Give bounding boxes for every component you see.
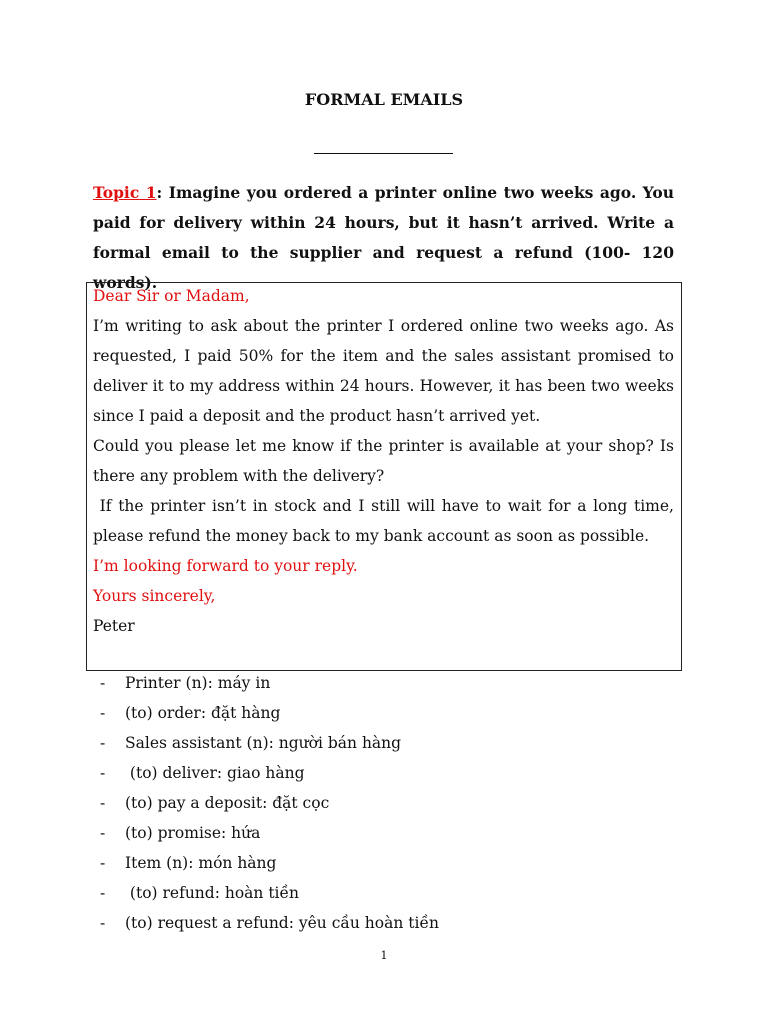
vocabulary-item xyxy=(100,668,439,698)
list-dash: - xyxy=(100,704,106,722)
email-salutation: Dear Sir or Madam, xyxy=(93,287,250,305)
email-paragraph: I’m writing to ask about the printer I ordered online two weeks ago. As requested, I paid 50% for the item and the sales assistant promised to deliver it to my address within 24 hours. However, it has been two weeks since I paid a deposit and the product hasn’t arrived yet. xyxy=(93,317,674,425)
vocabulary-text: Printer (n): máy in xyxy=(125,674,271,692)
list-dash: - xyxy=(100,854,106,872)
email-paragraph: If the printer isn’t in stock and I still will have to wait for a long time, please refund the money back to my bank account as soon as possible. xyxy=(93,497,679,545)
list-dash: - xyxy=(100,794,106,812)
vocabulary-text: (to) deliver: giao hàng xyxy=(125,764,305,782)
vocabulary-item xyxy=(100,908,439,938)
list-dash: - xyxy=(100,824,106,842)
list-dash: - xyxy=(100,764,106,782)
title-underline-rule xyxy=(314,153,453,154)
list-dash: - xyxy=(100,884,106,902)
vocabulary-item xyxy=(100,728,439,758)
page-title: FORMAL EMAILS xyxy=(304,90,464,109)
email-closing-line: I’m looking forward to your reply. xyxy=(93,557,358,575)
vocabulary-text: Item (n): món hàng xyxy=(125,854,277,872)
topic-prompt xyxy=(93,178,674,298)
vocabulary-text: (to) pay a deposit: đặt cọc xyxy=(125,794,330,812)
vocabulary-item xyxy=(100,788,439,818)
list-dash: - xyxy=(100,734,106,752)
list-dash: - xyxy=(100,914,106,932)
vocabulary-item xyxy=(100,848,439,878)
vocabulary-item xyxy=(100,698,439,728)
topic-label: Topic 1 xyxy=(93,183,157,202)
vocabulary-text: Sales assistant (n): người bán hàng xyxy=(125,734,402,752)
topic-text: : Imagine you ordered a printer online two weeks ago. You paid for delivery within 24 hours, but it hasn’t arrived. Write a formal email to the supplier and request a refund (100- 120 words). xyxy=(93,183,674,292)
list-dash: - xyxy=(100,674,106,692)
email-signature: Peter xyxy=(93,617,135,635)
vocabulary-text: (to) refund: hoàn tiền xyxy=(125,884,300,902)
vocabulary-text: (to) order: đặt hàng xyxy=(125,704,281,722)
vocabulary-text: (to) promise: hứa xyxy=(125,824,261,842)
email-body xyxy=(93,281,679,641)
email-paragraph: Could you please let me know if the printer is available at your shop? Is there any problem with the delivery? xyxy=(93,437,674,485)
vocabulary-item xyxy=(100,878,439,908)
email-sign-off: Yours sincerely, xyxy=(93,587,216,605)
vocabulary-item xyxy=(100,758,439,788)
page-number: 1 xyxy=(380,949,388,962)
vocabulary-text: (to) request a refund: yêu cầu hoàn tiền xyxy=(125,914,439,932)
vocabulary-item xyxy=(100,818,439,848)
vocabulary-list xyxy=(100,668,439,938)
